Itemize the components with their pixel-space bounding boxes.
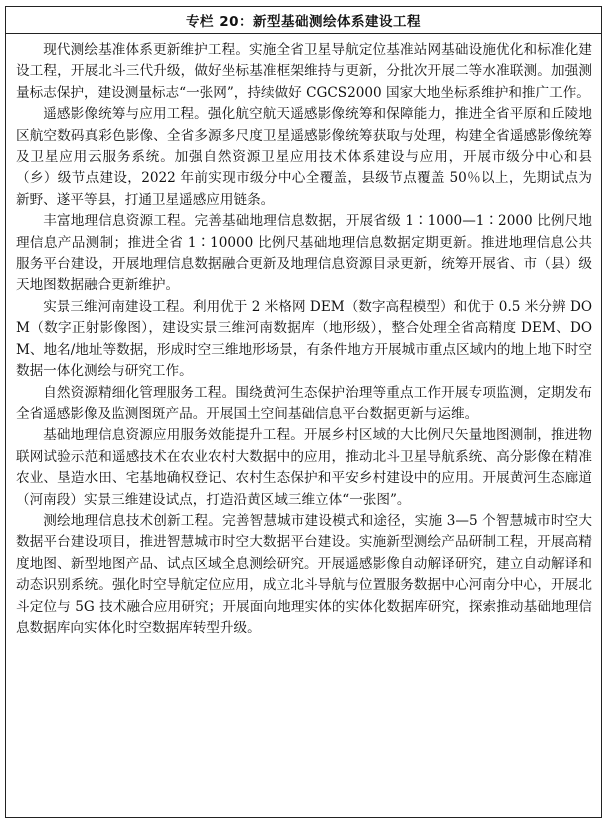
paragraph-tech-innovation: 测绘地理信息技术创新工程。完善智慧城市建设模式和途径，实施 3—5 个智慧城市时空大数据平台建设项目，推进智慧城市时空大数据平台建设。实施新型测绘产品研制工程，开展高精度地图、新型地图产品、试点区域全息测绘研究。开展遥感影像自动解译研究，建立自动解译和动态识别系统。强化时空导航定位应用，成立北斗导航与位置服务数据中心河南分中心，开展北斗定位与 5G 技术融合应用研究；开展面向地理实体的实体化数据库研究，探索推动基础地理信息数据库向实体化时空数据库转型升级。 — [16, 512, 592, 636]
paragraph-surveying-datum: 现代测绘基准体系更新维护工程。实施全省卫星导航定位基准站网基础设施优化和标准化建设工程，开展北斗三代升级，做好坐标基准框架维持与更新，分批次开展二等水准联测。加强测量标志保护，建设测量标志“一张网”，持续做好 CGCS2000 国家大地坐标系维护和推广工作。 — [16, 42, 592, 101]
column-title: 专栏 20：新型基础测绘体系建设工程 — [6, 7, 601, 34]
paragraph-service-efficiency: 基础地理信息资源应用服务效能提升工程。开展乡村区域的大比例尺矢量地图测制，推进物联网试验示范和遥感技术在农业农村大数据中的应用，推动北斗卫星导航系统、高分影像在精准农业、垦造水田、宅基地确权登记、农村生态保护和平安乡村建设中的应用。开展黄河生态廊道（河南段）实景三维建设试点，打造沿黄区域三维立体“一张图”。 — [16, 427, 592, 508]
paragraph-remote-sensing: 遥感影像统筹与应用工程。强化航空航天遥感影像统筹和保障能力，推进全省平原和丘陵地区航空数码真彩色影像、全省多源多尺度卫星遥感影像统筹获取与处理，构建全省遥感影像统筹及卫星应用云服务系统。加强自然资源卫星应用技术体系建设与应用，开展市级分中心和县（乡）级节点建设，2022 年前实现市级分中心全覆盖，县级节点覆盖 50％以上，先期试点为新野、遂平等县，打通卫星遥感应用链条。 — [16, 106, 592, 208]
paragraph-3d-henan: 实景三维河南建设工程。利用优于 2 米格网 DEM（数字高程模型）和优于 0.5 米分辨 DOM（数字正射影像图），建设实景三维河南数据库（地形级），整合处理全省高精度 DEM、DOM、地名/地址等数据，形成时空三维地形场景，有条件地方开展城市重点区域内的地上地下时空数据一体化测绘与研究工作。 — [16, 298, 592, 380]
column-box — [5, 6, 602, 818]
paragraph-natural-resources: 自然资源精细化管理服务工程。围绕黄河生态保护治理等重点工作开展专项监测，定期发布全省遥感影像及监测图斑产品。开展国土空间基础信息平台数据更新与运维。 — [16, 384, 592, 422]
paragraph-geo-info-resources: 丰富地理信息资源工程。完善基础地理信息数据，开展省级 1∶1000—1∶2000 比例尺地理信息产品测制；推进全省 1∶10000 比例尺基础地理信息数据定期更新。推进地理信息公共服务平台建设，开展地理信息数据融合更新及地理信息资源目录更新，统筹开展省、市（县）级天地图数据融合更新维护。 — [16, 213, 592, 294]
column-body — [6, 34, 601, 639]
